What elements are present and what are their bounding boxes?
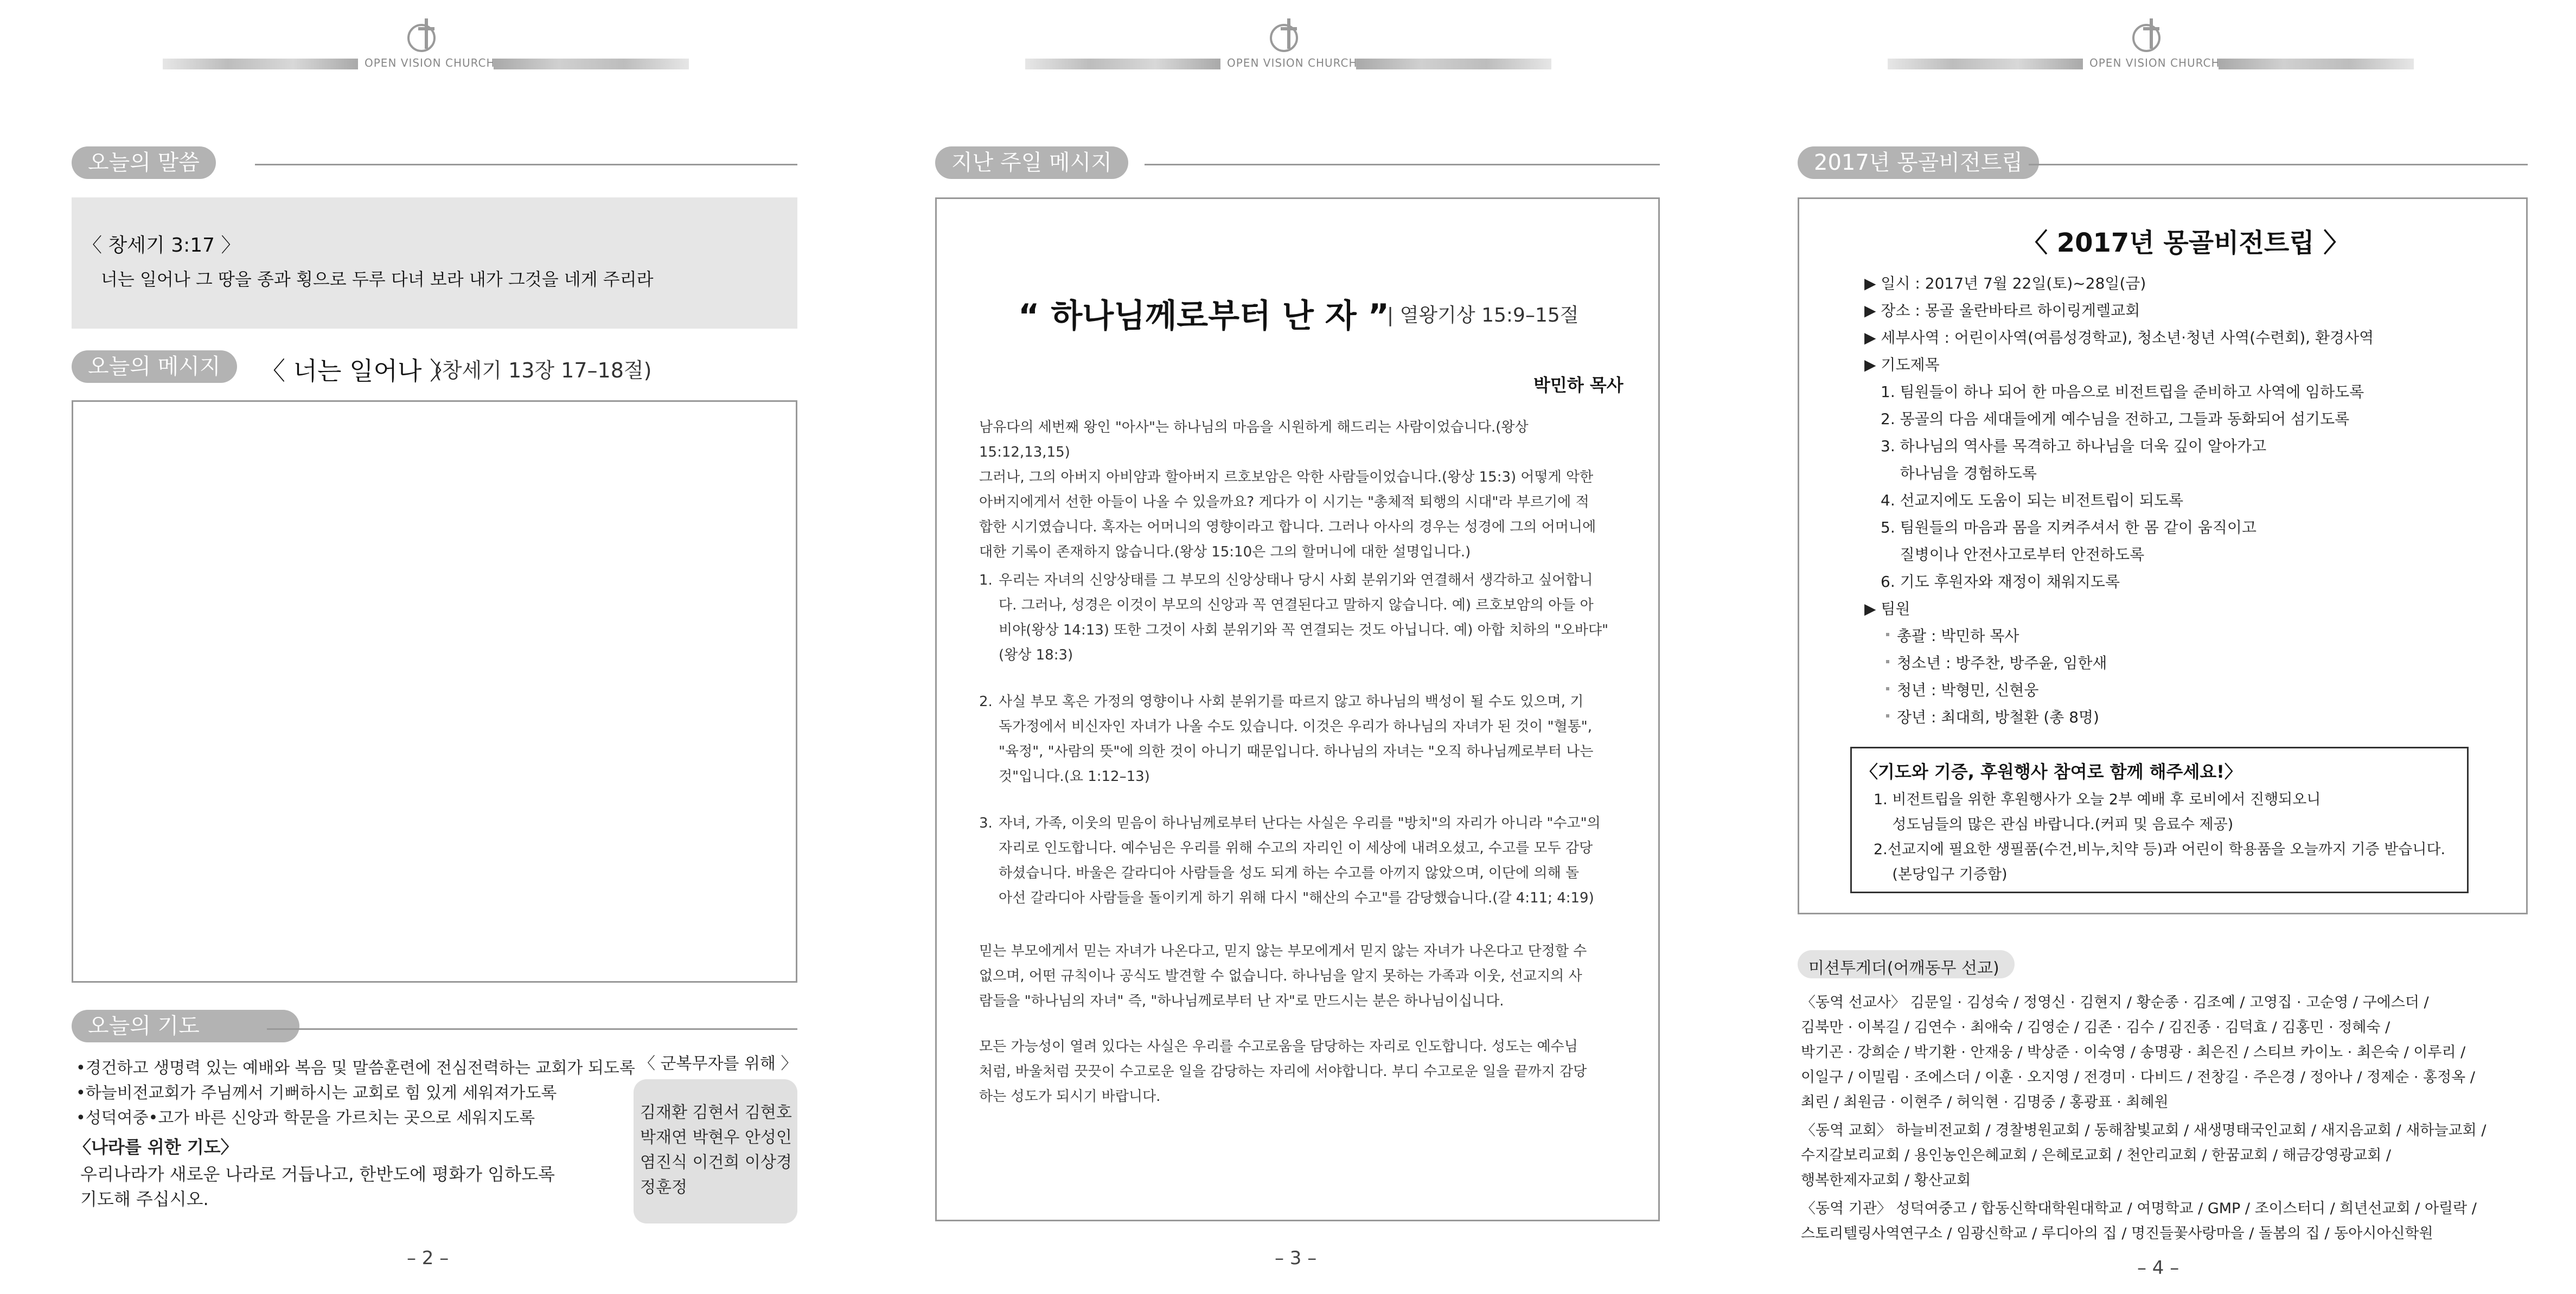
- section-divider: [1145, 164, 1660, 165]
- message-title: 〈 너는 일어나 〉: [260, 356, 455, 386]
- message-reference: (창세기 13장 17–18절): [434, 358, 652, 382]
- church-name: OPEN VISION CHURCH: [2089, 56, 2220, 69]
- trip-detail: ▶ 장소 : 몽골 울란바타르 하이링게렐교회: [1864, 302, 2140, 319]
- soldier-names: 염진식 이건희 이상경: [640, 1153, 792, 1172]
- page-number: – 3 –: [1275, 1247, 1317, 1269]
- verse-reference: 〈 창세기 3:17 〉: [82, 234, 241, 257]
- soldier-names: 박재연 박현우 안성인: [640, 1128, 792, 1147]
- team-member: 총괄 : 박민하 목사: [1897, 627, 2019, 645]
- text-line: 아버지에게서 선한 아들이 나올 수 있을까요? 게다가 이 시기는 "총체적 퇴행의 시대"라 부르기에 적: [979, 494, 1589, 510]
- mission-line: 〈동역 교회〉 하늘비전교회 / 경찰병원교회 / 동해참빛교회 / 새생명태국인교회 / 새지음교회 / 새하늘교회 /: [1801, 1122, 2486, 1139]
- text-line: (왕상 18:3): [999, 647, 1073, 663]
- text-line: 하는 성도가 되시기 바랍니다.: [979, 1088, 1161, 1105]
- text-line: 비야(왕상 14:13) 또한 그것이 사회 분위기와 꼭 연결되는 것도 아닙니다. 예) 아합 치하의 "오바댜": [999, 622, 1609, 638]
- today-message-tab: 오늘의 메시지: [72, 350, 237, 383]
- prayer-topic: 1. 팀원들이 하나 되어 한 마음으로 비전트립을 준비하고 사역에 임하도록: [1881, 383, 2364, 401]
- soldier-heading: 〈 군복무자를 위해 〉: [639, 1054, 797, 1073]
- verse-box: [72, 197, 797, 329]
- page-number: – 2 –: [407, 1247, 449, 1269]
- sermon-point: [979, 689, 1625, 789]
- support-title: 〈기도와 기증, 후원행사 참여로 함께 해주세요!〉: [1861, 761, 2242, 782]
- trip-detail: ▶ 세부사역 : 어린이사역(여름성경학교), 청소년·청년 사역(수련회), 환경사역: [1864, 329, 2374, 347]
- bullet-icon: [1886, 687, 1889, 690]
- page-number: – 4 –: [2137, 1257, 2179, 1279]
- trip-info-box: [1798, 197, 2528, 914]
- text-line: 대한 기록이 존재하지 않습니다.(왕상 15:10은 그의 할머니에 대한 설명입니다.): [979, 544, 1471, 560]
- missions-tab: [1798, 950, 2015, 978]
- nation-prayer-heading: 〈나라를 위한 기도〉: [74, 1137, 238, 1157]
- text-line: 아선 갈라디아 사람들을 돌이키게 하기 위해 다시 "해산의 수고"를 감당했습니다.(갈 4:11; 4:19): [999, 890, 1594, 906]
- last-sunday-message-tab: 지난 주일 메시지: [935, 146, 1128, 179]
- mission-line: 박기곤 · 강희순 / 박기환 · 안재웅 / 박상준 · 이숙영 / 송명광 · 최은진 / 스티브 카이노 · 최은숙 / 이루리 /: [1801, 1044, 2466, 1061]
- text-line: 하셨습니다. 바울은 갈라디아 사람들을 성도 되게 하는 수고를 아끼지 않았으며, 이단에 의해 돌: [999, 865, 1580, 881]
- trip-detail: ▶ 일시 : 2017년 7월 22일(토)~28일(금): [1864, 274, 2146, 292]
- mission-line: 스토리텔링사역연구소 / 임광신학교 / 루디아의 집 / 명진들꽃사랑마을 / 돌봄의 집 / 동아시아신학원: [1801, 1225, 2433, 1242]
- support-line: 1. 비전트립을 위한 후원행사가 오늘 2부 예배 후 로비에서 진행되오니: [1874, 791, 2321, 808]
- trip-title: 〈 2017년 몽골비전트립 〉: [2022, 228, 2350, 258]
- text-line: 람들을 "하나님의 자녀" 즉, "하나님께로부터 난 자"로 만드시는 분은 하나님이십니다.: [979, 993, 1504, 1009]
- text-line: 자리로 인도합니다. 예수님은 우리를 위해 수고의 자리인 이 세상에 내려오셨고, 수고를 모두 감당: [999, 840, 1593, 856]
- prayer-topic: 6. 기도 후원자와 재정이 채워지도록: [1881, 573, 2120, 591]
- soldier-names: 김재환 김현서 김현호: [640, 1103, 792, 1122]
- text-line: 믿는 부모에게서 믿는 자녀가 나온다고, 믿지 않는 부모에게서 믿지 않는 자녀가 나온다고 단정할 수: [979, 943, 1587, 959]
- mission-line: 〈동역 기관〉 성덕여중고 / 합동신학대학원대학교 / 여명학교 / GMP / 조이스터디 / 희년선교회 / 아릴락 /: [1801, 1200, 2477, 1217]
- page-3: [862, 0, 1720, 1294]
- church-name: OPEN VISION CHURCH: [365, 56, 495, 69]
- mission-line: 행복한제자교회 / 황산교회: [1801, 1172, 1971, 1189]
- sermon-reference: | 열왕기상 15:9–15절: [1387, 304, 1579, 326]
- today-word-tab: 오늘의 말씀: [72, 146, 216, 179]
- missions-tab-label: 미션투게더(어깨동무 선교): [1808, 959, 1999, 978]
- church-logo-icon: [405, 15, 443, 59]
- point-number: 1.: [979, 572, 993, 588]
- text-line: 남유다의 세번째 왕인 "아사"는 하나님의 마음을 시원하게 해드리는 사람이었습니다.(왕상 15:12,13,15): [979, 419, 1529, 460]
- sermon-paragraph: [979, 1034, 1619, 1109]
- prayer-item: •성덕여중•고가 바른 신앙과 학문을 가르치는 곳으로 세워지도록: [76, 1109, 535, 1128]
- page-2: [0, 0, 857, 1294]
- text-line: 처럼, 바울처럼 끗끗이 수고로운 일을 감당하는 자리에 서야합니다. 부디 수고로운 일을 끝까지 감당: [979, 1064, 1587, 1080]
- point-number: 3.: [979, 815, 993, 831]
- text-line: 다. 그러나, 성경은 이것이 부모의 신앙과 꼭 연결된다고 말하지 않습니다. 예) 르호보암의 아들 아: [999, 597, 1594, 613]
- prayer-item: •하늘비전교회가 주님께서 기뻐하시는 교회로 힘 있게 세워져가도록: [76, 1084, 557, 1103]
- team-member: 청소년 : 방주찬, 방주윤, 임한새: [1897, 654, 2107, 672]
- text-line: "육정", "사람의 뜻"에 의한 것이 아니기 때문입니다. 하나님의 자녀는 "오직 하나님께로부터 나는: [999, 744, 1594, 760]
- sermon-box: [935, 197, 1660, 1221]
- text-line: 없으며, 어떤 규칙이나 공식도 발견할 수 없습니다. 하나님을 알지 못하는 가족과 이웃, 선교지의 사: [979, 968, 1582, 984]
- prayer-topic: 3. 하나님의 역사를 목격하고 하나님을 더욱 깊이 알아가고: [1881, 437, 2267, 455]
- sermon-intro: [979, 415, 1619, 565]
- bullet-icon: [1886, 633, 1889, 636]
- page-4: [1725, 0, 2576, 1294]
- team-label: ▶ 팀원: [1864, 600, 1910, 618]
- mission-line: 수지갈보리교회 / 용인농인은혜교회 / 은혜로교회 / 천안리교회 / 한꿈교회 / 해금강영광교회 /: [1801, 1147, 2391, 1164]
- church-name: OPEN VISION CHURCH: [1227, 56, 1358, 69]
- section-divider: [2029, 164, 2528, 165]
- support-line: 성도님들의 많은 관심 바랍니다.(커피 및 음료수 제공): [1874, 816, 2234, 833]
- prayer-topic: 4. 선교지에도 도움이 되는 비전트립이 되도록: [1881, 491, 2184, 509]
- bullet-icon: [1886, 660, 1889, 663]
- nation-prayer-line: 우리나라가 새로운 나라로 거듭나고, 한반도에 평화가 임하도록: [80, 1164, 555, 1184]
- text-line: 우리는 자녀의 신앙상태를 그 부모의 신앙상태나 당시 사회 분위기와 연결해서 생각하고 싶어합니: [999, 572, 1593, 588]
- text-line: 독가정에서 비신자인 자녀가 나올 수도 있습니다. 이것은 우리가 하나님의 자녀가 된 것이 "혈통",: [999, 719, 1593, 735]
- sermon-paragraph: [979, 939, 1619, 1014]
- point-number: 2.: [979, 694, 993, 710]
- trip-detail: ▶ 기도제목: [1864, 356, 1940, 374]
- church-logo-icon: [2130, 15, 2168, 59]
- section-divider: [255, 164, 797, 165]
- mission-line: 이일구 / 이밀림 · 조에스더 / 이훈 · 오지영 / 전경미 · 다비드 / 전창길 · 주은경 / 정아나 / 정제순 · 홍정옥 /: [1801, 1069, 2475, 1086]
- prayer-topic: 5. 팀원들의 마음과 몸을 지켜주셔서 한 몸 같이 움직이고: [1881, 518, 2257, 536]
- mongolia-trip-tab: 2017년 몽골비전트립: [1798, 146, 2039, 179]
- prayer-topic: 하나님을 경험하도록: [1881, 464, 2037, 482]
- mission-line: 최린 / 최원금 · 이현주 / 허익현 · 김명중 / 홍광표 · 최혜원: [1801, 1094, 2169, 1111]
- prayer-item: •경건하고 생명력 있는 예배와 복음 및 말씀훈련에 전심전력하는 교회가 되도록: [76, 1059, 635, 1078]
- verse-text: 너는 일어나 그 땅을 종과 횡으로 두루 다녀 보라 내가 그것을 네게 주리라: [101, 269, 654, 290]
- soldier-names-box: [634, 1079, 797, 1223]
- text-line: 합한 시기였습니다. 혹자는 어머니의 영향이라고 합니다. 그러나 아사의 경우는 성경에 그의 어머니에: [979, 519, 1596, 535]
- team-member: 장년 : 최대희, 방철환 (총 8명): [1897, 708, 2099, 726]
- support-line: 2.선교지에 필요한 생필품(수건,비누,치약 등)과 어린이 학용품을 오늘까지 기증 받습니다.: [1874, 841, 2446, 858]
- text-line: 그러나, 그의 아버지 아비얌과 할아버지 르호보암은 악한 사람들이었습니다.(왕상 15:3) 어떻게 악한: [979, 469, 1594, 485]
- today-prayer-tab: 오늘의 기도: [72, 1010, 299, 1042]
- bullet-icon: [1886, 714, 1889, 718]
- sermon-point: [979, 811, 1625, 911]
- nation-prayer-line: 기도해 주십시오.: [80, 1189, 209, 1209]
- section-divider: [267, 1028, 797, 1030]
- text-line: 자녀, 가족, 이웃의 믿음이 하나님께로부터 난다는 사실은 우리를 "방치"의 자리가 아니라 "수고"의: [999, 815, 1601, 831]
- sermon-author: 박민하 목사: [1533, 375, 1623, 395]
- sermon-point: [979, 568, 1625, 668]
- text-line: 모든 가능성이 열려 있다는 사실은 우리를 수고로움을 담당하는 자리로 인도합니다. 성도는 예수님: [979, 1039, 1578, 1055]
- support-line: (본당입구 기증함): [1874, 866, 2008, 883]
- prayer-topic: 질병이나 안전사고로부터 안전하도록: [1881, 546, 2145, 563]
- sermon-title: “ 하나님께로부터 난 자 ”: [1018, 297, 1390, 335]
- team-member: 청년 : 박형민, 신현웅: [1897, 681, 2039, 699]
- mission-line: 김북만 · 이복길 / 김연수 · 최애숙 / 김영순 / 김존 · 김수 / 김진종 · 김덕효 / 김홍민 · 정혜숙 /: [1801, 1019, 2390, 1036]
- soldier-names: 정훈정: [640, 1178, 687, 1197]
- church-logo-icon: [1268, 15, 1306, 59]
- text-line: 것"입니다.(요 1:12–13): [999, 768, 1150, 785]
- sermon-notes-box[interactable]: [72, 400, 797, 983]
- support-notice-box: [1850, 747, 2469, 893]
- text-line: 사실 부모 혹은 가정의 영향이나 사회 분위기를 따르지 않고 하나님의 백성이 될 수도 있으며, 기: [999, 694, 1584, 710]
- prayer-topic: 2. 몽골의 다음 세대들에게 예수님을 전하고, 그들과 동화되어 섬기도록: [1881, 410, 2350, 428]
- mission-line: 〈동역 선교사〉 김문일 · 김성숙 / 정영신 · 김현지 / 황순종 · 김조예 / 고영집 · 고순영 / 구에스더 /: [1801, 994, 2429, 1011]
